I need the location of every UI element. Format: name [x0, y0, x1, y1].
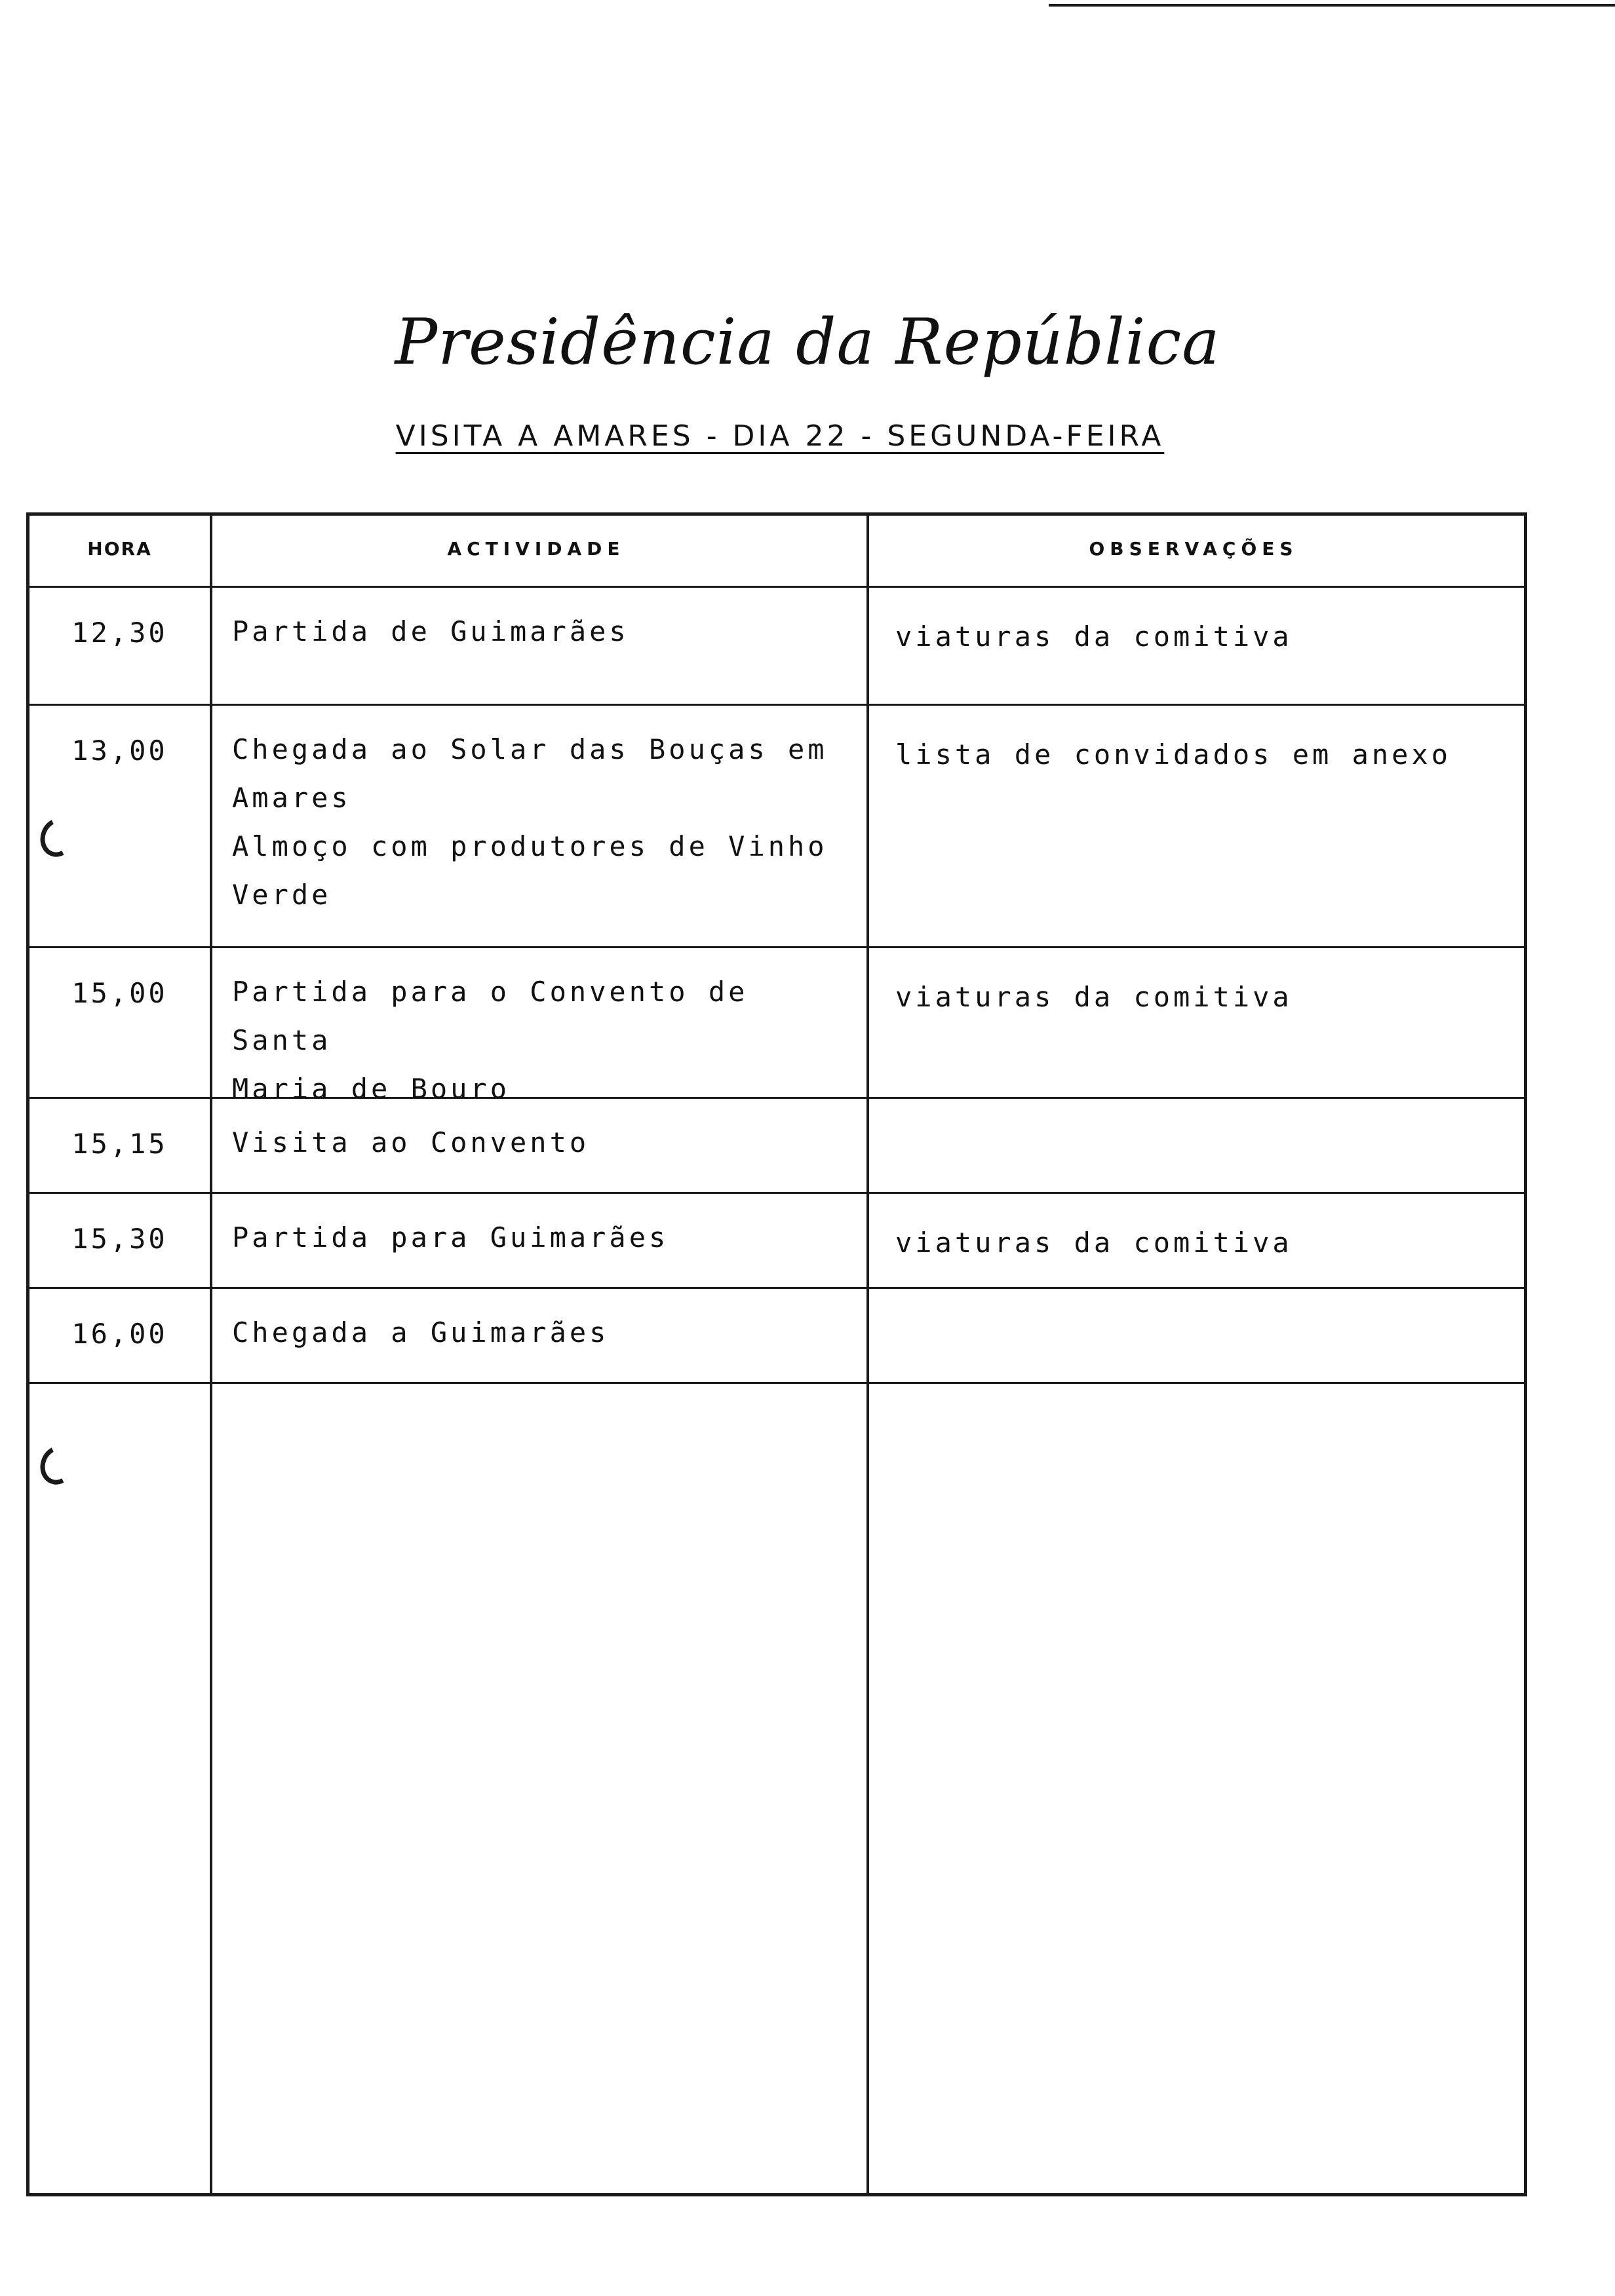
row-activity: Partida para Guimarães — [232, 1221, 669, 1253]
row-time: 16,00 — [71, 1318, 168, 1350]
table-row — [29, 1099, 1524, 1194]
header-observacoes: OBSERVAÇÕES — [1089, 538, 1298, 560]
row-time: 13,00 — [71, 735, 168, 767]
row-observation: lista de convidados em anexo — [895, 738, 1452, 771]
document-title — [0, 419, 1560, 453]
row-observation: viaturas da comitiva — [895, 1227, 1293, 1259]
letterhead: Presidência da República — [395, 305, 1220, 379]
document-title-text: VISITA A AMARES - DIA 22 - SEGUNDA-FEIRA — [395, 419, 1165, 453]
table-row — [29, 588, 1524, 706]
row-observation: viaturas da comitiva — [895, 621, 1293, 653]
column-divider-hora — [210, 516, 212, 2193]
row-time: 15,30 — [71, 1223, 168, 1255]
row-observation: viaturas da comitiva — [895, 981, 1293, 1013]
column-divider-actividade — [866, 516, 869, 2193]
row-activity: Visita ao Convento — [232, 1126, 590, 1158]
header-hora: HORA — [87, 538, 152, 560]
schedule-table — [26, 512, 1527, 2196]
row-time: 12,30 — [71, 617, 168, 649]
table-row-empty — [29, 1384, 1524, 2193]
row-time: 15,00 — [71, 977, 168, 1009]
table-row — [29, 1289, 1524, 1384]
table-row — [29, 948, 1524, 1105]
row-activity: Chegada a Guimarães — [232, 1316, 610, 1349]
top-edge-rule — [1049, 4, 1615, 7]
table-header-row — [29, 516, 1524, 588]
row-activity: Partida de Guimarães — [232, 615, 629, 647]
header-actividade: ACTIVIDADE — [447, 538, 625, 560]
table-row — [29, 706, 1524, 948]
table-row — [29, 1194, 1524, 1289]
row-activity: Partida para o Convento de Santa Maria de Bouro — [232, 976, 749, 1105]
row-activity: Chegada ao Solar das Bouças em Amares Almoço com produtores de Vinho Verde — [232, 733, 828, 911]
row-time: 15,15 — [71, 1128, 168, 1160]
